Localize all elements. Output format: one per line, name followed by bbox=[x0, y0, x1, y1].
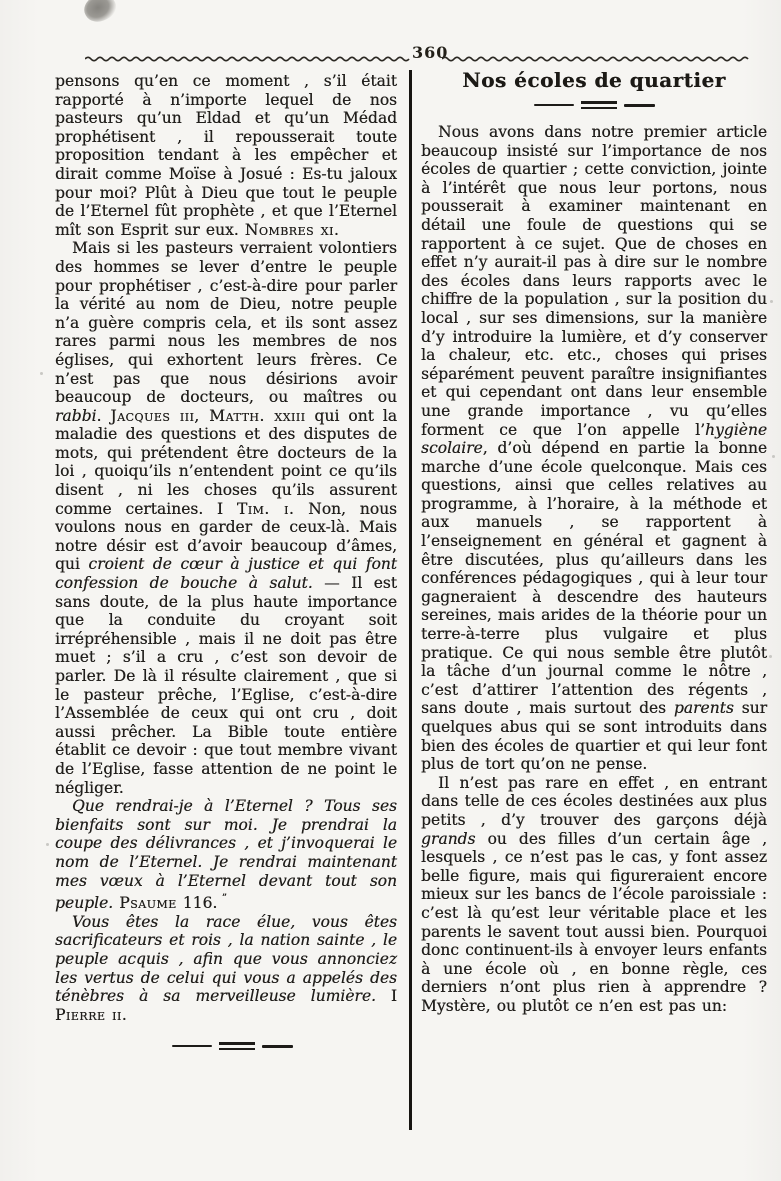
paragraph bbox=[55, 239, 397, 797]
text-segment: hygiène scolaire bbox=[421, 420, 767, 458]
text-segment: grands bbox=[421, 829, 476, 848]
wavy-rule-right bbox=[442, 55, 754, 63]
divider-equals-icon bbox=[581, 101, 617, 109]
text-segment: Pierre ii. bbox=[55, 1005, 128, 1024]
scan-speck bbox=[772, 455, 775, 458]
text-segment: ou des filles d’un certain âge , lesquels , ce n’est pas le cas, y font assez belle figure, mais qui figureraient encore mieux sur les bancs de l’école paroissiale : c’est là qu’est leur véritable place et les parents le savent tout aussi bien. Pourquoi donc continuent-ils à envoyer leurs enfants à une école où , en bonne règle, ces derniers n’ont plus rien à apprendre ? Mystère, ou plutôt ce n’en est pas un: bbox=[421, 829, 767, 1015]
text-segment: Nous avons dans notre premier article beaucoup insisté sur l’importance de nos écoles de quartier ; cette conviction, jointe à l’intérêt que nous leur portons, nous pousserait à examiner maintenant en détail une foule de questions qui se rapportent à ce sujet. Que de choses en effet n’y aurait-il pas à dire sur le nombre des écoles dans leurs rapports avec le chiffre de la population , sur la position du local , sur ses dimensions, sur la manière d’y introduire la lumière, et d’y conserver la chaleur, etc. etc., choses qui prises séparément peuvent paraître insignifiantes et qui cependant ont dans leur ensemble une grande importance , vu qu’elles forment ce que l’on appelle l’ bbox=[421, 123, 767, 439]
text-segment: rabbi bbox=[55, 406, 97, 425]
text-segment: . bbox=[96, 406, 111, 425]
text-segment: croient de cœur à justice et qui font confession de bouche à salut. bbox=[55, 555, 397, 593]
text-segment: pensons qu’en ce moment , s’il était rapporté à n’importe lequel de nos pasteurs qu’un Eldad et qu’un Médad prophétisent , il repousserait toute proposition tendant à les empêcher et dirait comme Moïse à Josué : Es-tu jaloux pour moi? Plût à Dieu que tout le peuple de l’Eternel fût prophète , et que l’Eternel mît son Esprit sur eux. bbox=[55, 72, 397, 239]
paragraph bbox=[55, 913, 397, 1025]
text-segment: Que rendrai-je à l’Eternel ? Tous ses bienfaits sont sur moi. Je prendrai la coupe des délivrances , et j’invoquerai le nom de l’Eternel. Je rendrai maintenant mes vœux à l’Eternel devant tout son peuple. bbox=[55, 797, 397, 913]
text-segment: sur quelques abus qui se sont introduits dans bien des écoles de quartier et qui leur font plus de tort qu’on ne pense. bbox=[421, 699, 767, 774]
scan-speck bbox=[769, 655, 772, 658]
paragraph bbox=[421, 123, 767, 774]
text-segment: — Il est sans doute, de la plus haute importance que la conduite du croyant soit irrépréhensible , mais il ne doit pas être muet ; s’il a cru , c’est son devoir de parler. De là il résulte clairement , que si le pasteur prêche, l’Eglise, c’est-à-dire l’Assemblée de ceux qui ont cru , doit aussi prêcher. La Bible toute entière établit ce devoir : que tout membre vivant de l’Eglise, fasse attention de ne point le négliger. bbox=[55, 574, 397, 797]
text-segment: , d’où dépend en partie la bonne marche d’une école quelconque. Mais ces questions, ainsi que celles relatives au programme, à l’horaire, à la méthode et aux manuels , se rapportent à l’enseignement en général et gagnent à être discutées, plus qu’ailleurs dans les conférences pédagogiques , qui à leur tour gagneraient à descendre des hauteurs sereines, mais arides de la théorie pour un terre-à-terre plus vulgaire et plus pratique. Ce qui nous semble être plutôt la tâche d’un journal comme le nôtre , c’est d’attirer l’attention des régents , sans doute , mais surtout des bbox=[421, 439, 767, 718]
scan-speck bbox=[40, 372, 43, 375]
left-column-text bbox=[55, 72, 397, 1024]
right-column bbox=[421, 64, 767, 1016]
text-segment: ” bbox=[217, 893, 227, 905]
wavy-rule-left bbox=[85, 55, 415, 63]
divider-dash-icon bbox=[262, 1045, 293, 1048]
paragraph bbox=[55, 797, 397, 913]
text-segment: Non, nous voulons nous en garder de ceux-là. Mais notre désir est d’avoir beaucoup d’âmes, qui bbox=[55, 499, 398, 574]
scan-speck bbox=[770, 300, 773, 303]
text-segment: parents bbox=[673, 699, 734, 718]
article-title: Nos écoles de quartier bbox=[462, 68, 726, 92]
text-segment: I bbox=[390, 987, 397, 1006]
section-end-divider bbox=[67, 1040, 397, 1052]
divider-dash-icon bbox=[534, 104, 574, 106]
text-segment: Psaume bbox=[119, 894, 177, 913]
text-segment: 116. bbox=[176, 894, 218, 913]
text-segment: Nombres xi. bbox=[244, 220, 340, 239]
divider-equals-icon bbox=[219, 1042, 255, 1050]
left-column bbox=[55, 72, 397, 1052]
text-segment: qui ont la maladie des questions et des disputes de mots, qui prétendent être docteurs de la loi , quoiqu’ils n’entendent point ce qu’ils disent , ni les choses qu’ils assurent comme certaines. I bbox=[55, 406, 397, 518]
page-header bbox=[0, 40, 781, 66]
column-divider-rule bbox=[409, 70, 412, 1130]
right-column-text bbox=[421, 123, 767, 1016]
paragraph bbox=[55, 72, 397, 239]
text-segment: Jacques iii, Matth. xxiii bbox=[110, 406, 306, 425]
text-segment: Mais si les pasteurs verraient volontiers des hommes se lever d’entre le peuple pour prophétiser , c’est-à-dire pour parler la vérité au nom de Dieu, notre peuple n’a guère compris cela, et ils sont assez rares parmi nous les membres de nos églises, qui exhortent leurs frères. Ce n’est pas que nous désirions avoir beaucoup de docteurs, ou maîtres ou bbox=[55, 239, 397, 407]
divider-dash-icon bbox=[624, 104, 655, 107]
title-divider bbox=[421, 99, 767, 111]
ink-smudge bbox=[80, 0, 120, 27]
text-segment: Il n’est pas rare en effet , en entrant dans telle de ces écoles destinées aux plus petits , d’y trouver des garçons déjà bbox=[421, 773, 767, 829]
scan-speck bbox=[46, 843, 49, 846]
page-number: 360 bbox=[412, 43, 449, 62]
text-segment: Vous êtes la race élue, vous êtes sacrificateurs et rois , la nation sainte , le peuple acquis , afin que vous annonciez les vertus de celui qui vous a appelés des ténèbres à sa merveilleuse lumière. bbox=[55, 912, 397, 1006]
divider-dash-icon bbox=[172, 1045, 212, 1047]
text-segment: Tim. i. bbox=[236, 499, 295, 518]
paragraph bbox=[421, 774, 767, 1016]
